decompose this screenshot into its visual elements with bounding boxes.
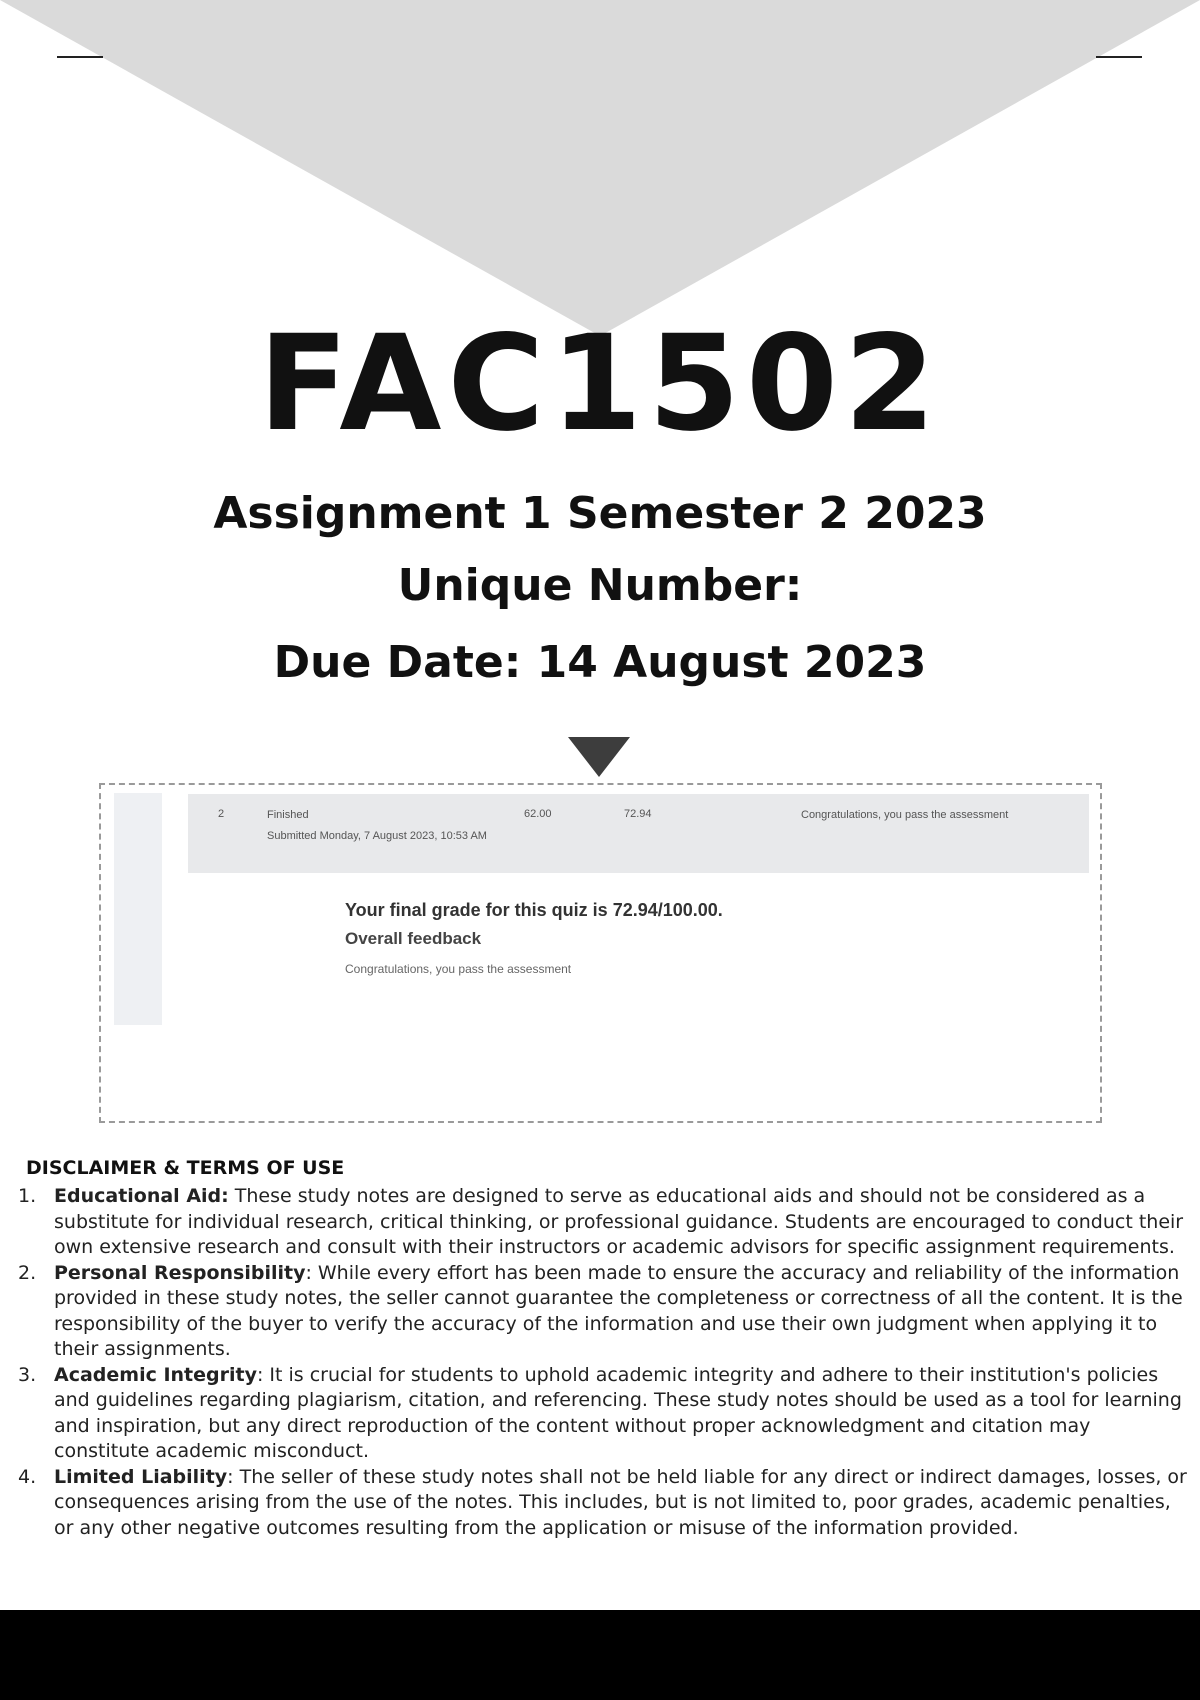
disclaimer-list <box>18 1184 1188 1541</box>
item-number: 1. <box>18 1185 37 1207</box>
item-text: These study notes are designed to serve as educational aids and should not be considered as a substitute for individual research, critical thinking, or professional guidance. Students are encouraged to conduct their own extensive research and consult with their instructors or academic advisors for specific assignment requirements. <box>54 1185 1184 1258</box>
item-number: 4. <box>18 1465 37 1488</box>
attempt-grade: 72.94 <box>624 808 652 820</box>
item-term: Personal Responsibility <box>54 1261 306 1284</box>
attempt-feedback: Congratulations, you pass the assessment <box>801 809 1009 821</box>
screenshot-sidebar <box>114 793 162 1025</box>
final-grade-text: Your final grade for this quiz is 72.94/100.00. <box>345 900 723 920</box>
course-code: FAC1502 <box>258 307 942 461</box>
item-term: Limited Liability <box>54 1465 228 1488</box>
corner-mark-right <box>1096 56 1142 58</box>
attempt-marks: 62.00 <box>524 808 552 820</box>
quiz-result-screenshot <box>99 783 1102 1123</box>
item-number: 2. <box>18 1261 37 1284</box>
item-number: 3. <box>18 1363 37 1386</box>
footer-bar <box>0 1610 1200 1700</box>
triangle-down-icon <box>568 737 630 777</box>
unique-number-label: Unique Number: <box>397 560 803 611</box>
overall-feedback-heading: Overall feedback <box>345 929 482 948</box>
overall-feedback-text: Congratulations, you pass the assessment <box>345 962 572 976</box>
disclaimer-item <box>18 1465 1188 1542</box>
item-text: : While every effort has been made to ensure the accuracy and reliability of the information provided in these study notes, the seller cannot guarantee the completeness or correctness of all the content. It is the responsibility of the buyer to verify the accuracy of the information and use their own judgment when applying it to their assignments. <box>54 1261 1183 1360</box>
disclaimer-item <box>18 1184 1188 1261</box>
item-term: Academic Integrity <box>54 1363 257 1386</box>
corner-mark-left <box>57 56 103 58</box>
item-text: : It is crucial for students to uphold academic integrity and adhere to their institution's policies and guidelines regarding plagiarism, citation, and referencing. These study notes should be used as a tool for learning and inspiration, but any direct reproduction of the content without proper acknowledgment and citation may constitute academic misconduct. <box>54 1363 1182 1462</box>
chevron-shape <box>0 0 1200 336</box>
assignment-title: Assignment 1 Semester 2 2023 <box>213 488 987 539</box>
item-term: Educational Aid: <box>54 1185 229 1207</box>
attempt-state: Finished <box>267 809 309 821</box>
disclaimer-item <box>18 1261 1188 1363</box>
attempt-row <box>188 794 1089 873</box>
disclaimer-heading: DISCLAIMER & TERMS OF USE <box>26 1157 345 1179</box>
disclaimer-item <box>18 1363 1188 1465</box>
due-date: Due Date: 14 August 2023 <box>273 637 927 688</box>
attempt-submitted: Submitted Monday, 7 August 2023, 10:53 AM <box>267 830 487 842</box>
attempt-number: 2 <box>218 808 225 820</box>
item-text: : The seller of these study notes shall not be held liable for any direct or indirect damages, losses, or consequences arising from the use of the notes. This includes, but is not limited to, poor grades, academic penalties, or any other negative outcomes resulting from the application or misuse of the information provided. <box>54 1465 1187 1539</box>
cover-chevron-graphic <box>0 0 1200 340</box>
